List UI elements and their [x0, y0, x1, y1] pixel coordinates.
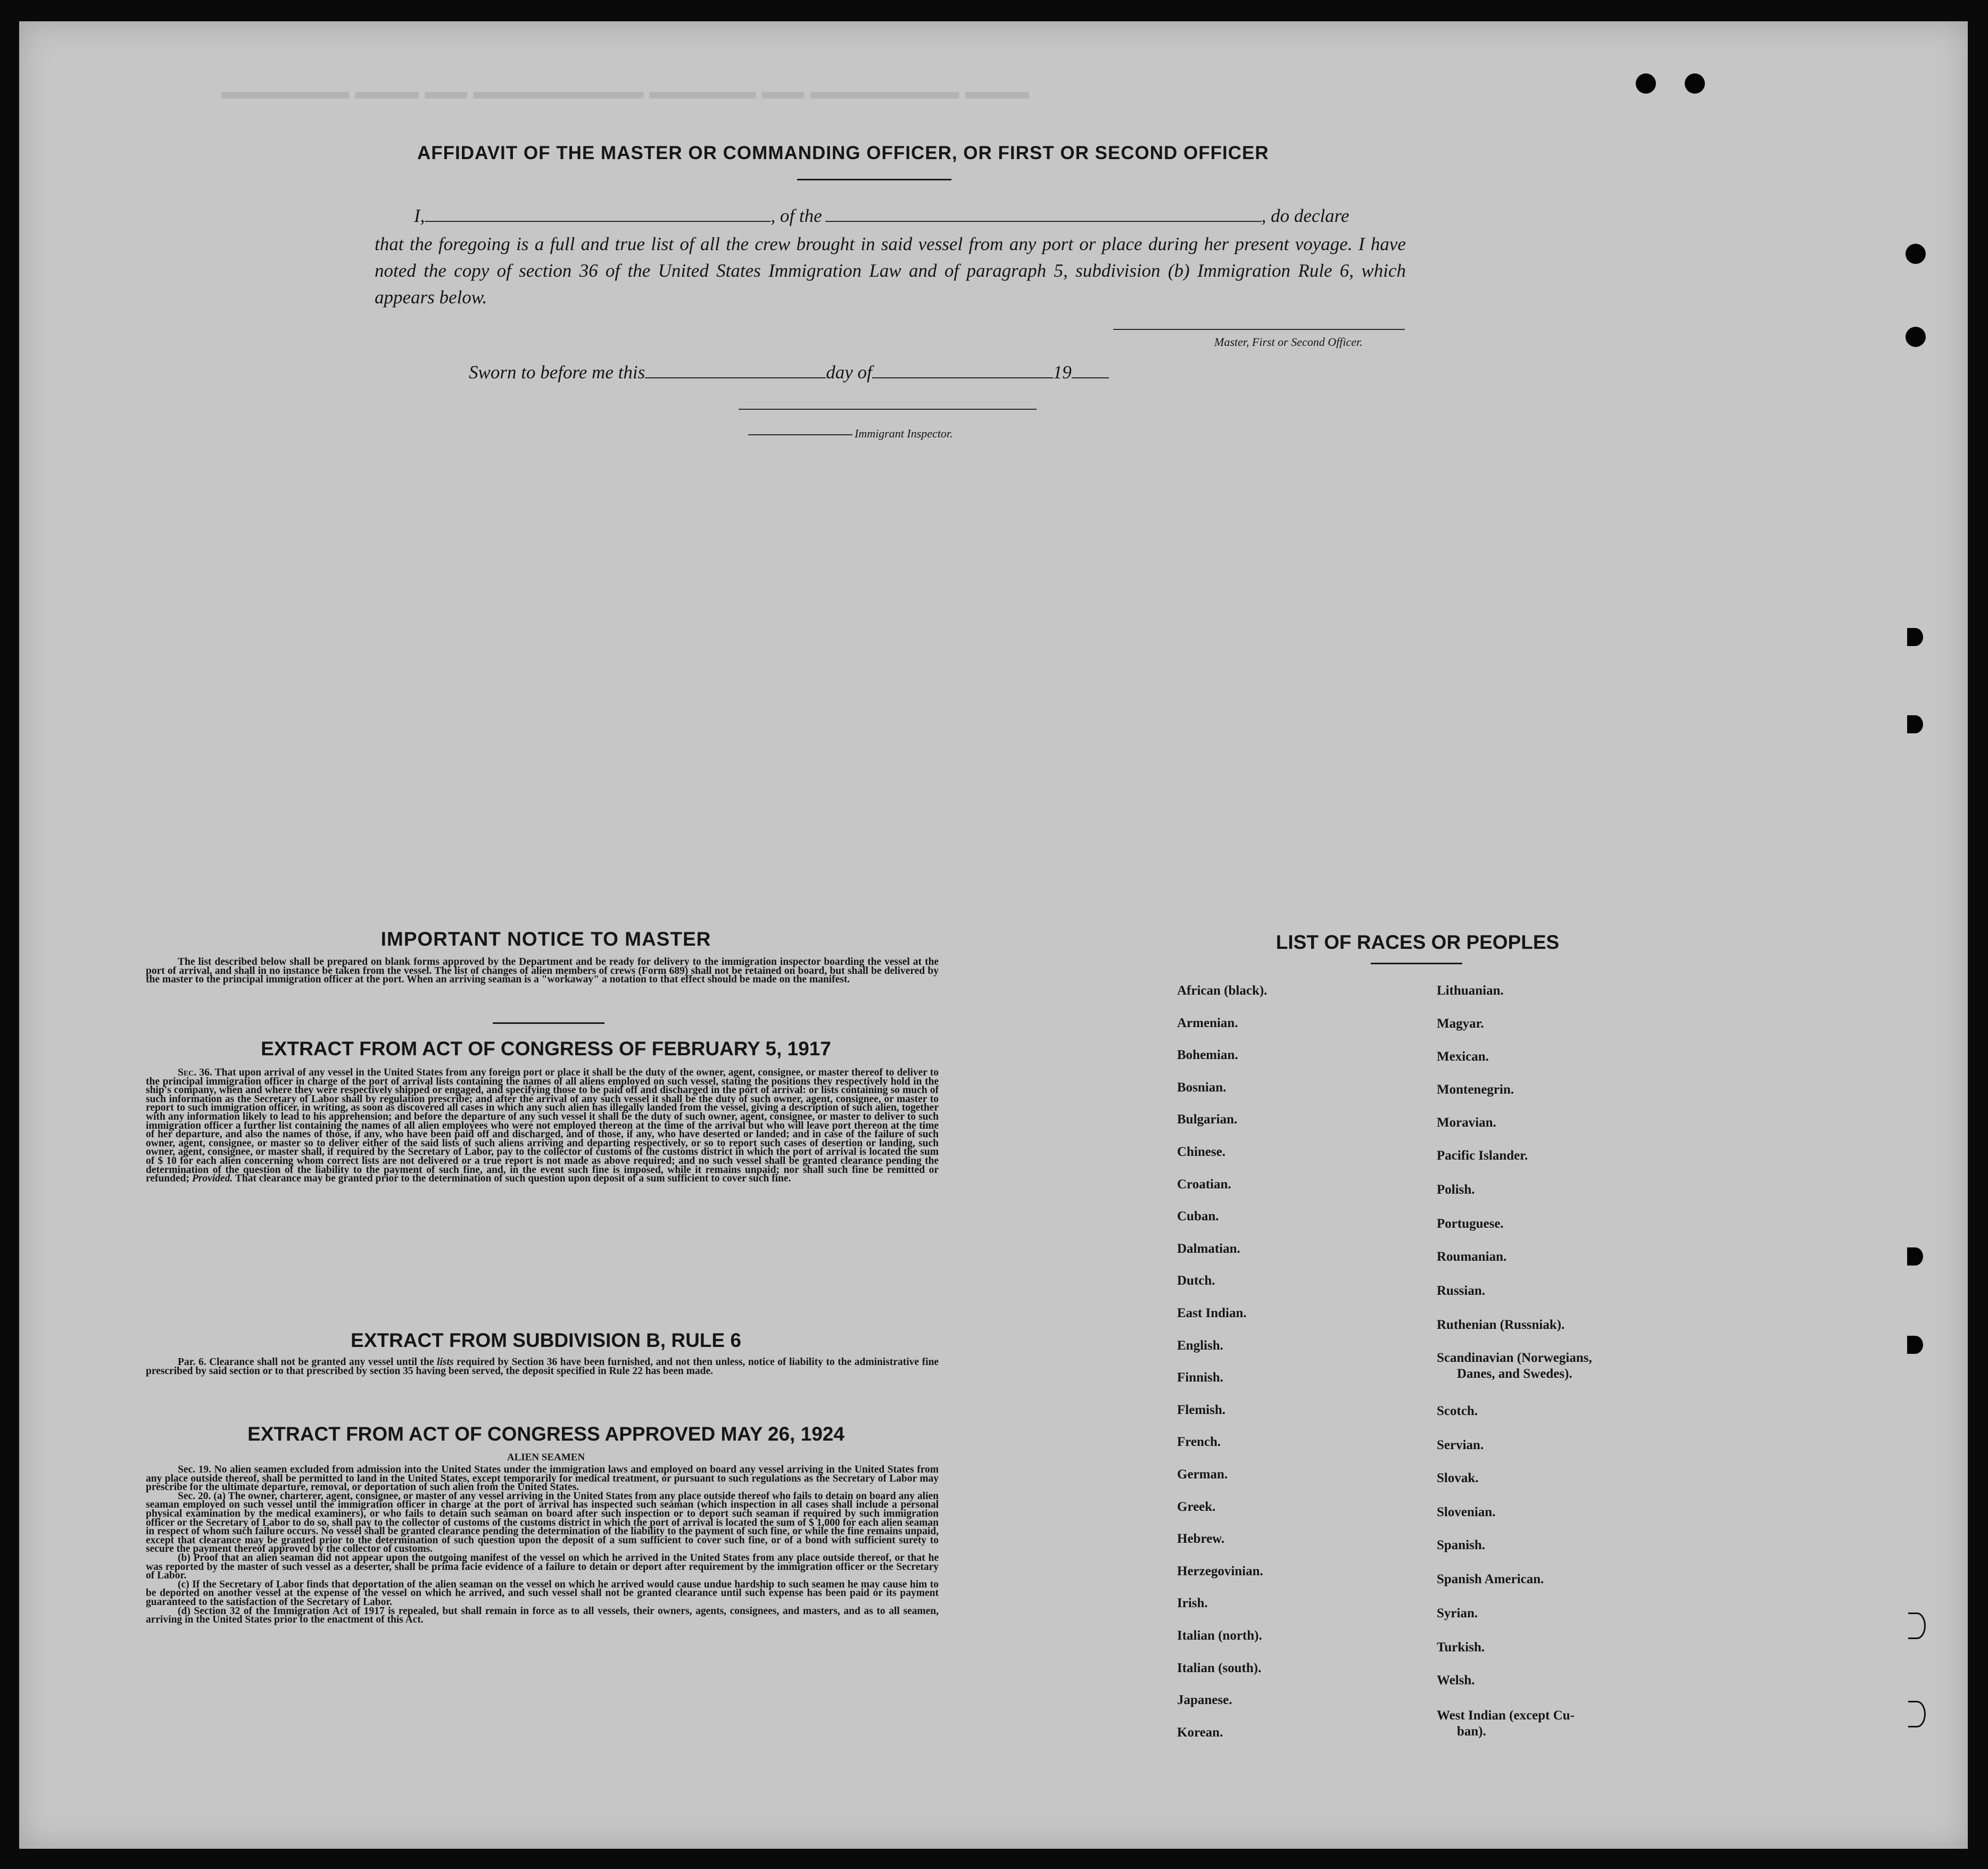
race-item: ban).	[1457, 1724, 1486, 1739]
race-item: Magyar.	[1437, 1016, 1484, 1031]
sec-20c-text: (c) If the Secretary of Labor finds that deportation of the alien seaman on the vessel on which he arrived would cause undue hardship to such seamen he may cause him to be deported on another vessel at the expense of the vessel on which he arrived, and such vessel shall not be granted clearance until such expense has been paid or its payment guaranteed to the satisfaction of the Secretary of Labor.	[146, 1578, 939, 1608]
race-item: Armenian.	[1177, 1015, 1238, 1030]
race-item: Korean.	[1177, 1725, 1223, 1740]
extract-1924-body	[146, 1466, 939, 1625]
race-item: Bosnian.	[1177, 1080, 1227, 1095]
race-item: Greek.	[1177, 1499, 1216, 1514]
inspector-label-row	[748, 427, 953, 441]
race-item: Italian (south).	[1177, 1660, 1262, 1675]
race-item: Portuguese.	[1437, 1217, 1504, 1231]
document-page	[19, 21, 1968, 1849]
race-item: Dalmatian.	[1177, 1241, 1240, 1256]
race-item: Roumanian.	[1437, 1250, 1507, 1264]
punch-hole	[1906, 244, 1926, 264]
race-item: Finnish.	[1177, 1370, 1223, 1385]
race-item: Mexican.	[1437, 1049, 1489, 1064]
race-item: Pacific Islander.	[1437, 1148, 1528, 1163]
punch-hole	[1907, 715, 1923, 733]
race-item: Polish.	[1437, 1182, 1475, 1197]
race-item: Welsh.	[1437, 1673, 1475, 1688]
race-item: African (black).	[1177, 983, 1268, 998]
extract-1917-title: EXTRACT FROM ACT OF CONGRESS OF FEBRUARY 5, 1917	[261, 1038, 831, 1060]
race-item: Servian.	[1437, 1438, 1484, 1452]
punch-hole	[1908, 1612, 1926, 1639]
race-item: Japanese.	[1177, 1693, 1232, 1708]
notice-body: The list described below shall be prepared on blank forms approved by the Department and be ready for delivery to the immigration inspector boarding the vessel at the port of arrival, and shall in no instance be taken from the vessel. The list of changes of alien members of crews (Form 689) shall not be retained on board, but shall be delivered by the master to the principal immigration officer at the port. When an arriving seaman is a "workaway" a notation to that effect should be made on the manifest.	[146, 956, 939, 986]
race-item: Flemish.	[1177, 1402, 1225, 1417]
race-item: Lithuanian.	[1437, 983, 1504, 998]
race-item: Bohemian.	[1177, 1048, 1238, 1063]
sec-20d-text: (d) Section 32 of the Immigration Act of 1917 is repealed, but shall remain in force as to all vessels, their owners, agents, consignees, and masters, and as to all seamen, arriving in the United States prior to the enactment of this Act.	[146, 1605, 939, 1626]
notice-title: IMPORTANT NOTICE TO MASTER	[380, 928, 711, 950]
race-item: Herzegovinian.	[1177, 1564, 1263, 1578]
race-item: Cuban.	[1177, 1209, 1219, 1224]
punch-hole	[1907, 1247, 1923, 1266]
race-item: Danes, and Swedes).	[1457, 1367, 1572, 1381]
affidavit-body: that the foregoing is a full and true list of all the crew brought in said vessel from any port or place during her present voyage. I have noted the copy of section 36 of the United States Immigration Law and of paragraph 5, subdivision (b) Immigration Rule 6, which appears below.	[375, 234, 1406, 308]
race-item: Russian.	[1437, 1284, 1486, 1298]
sworn-year-prefix: 19	[1053, 362, 1072, 383]
race-item: West Indian (except Cu-	[1437, 1708, 1575, 1723]
declarant-name-field[interactable]	[425, 208, 771, 222]
of-the-text: , of the	[771, 205, 822, 226]
declare-text: , do declare	[1261, 205, 1349, 226]
punch-hole	[1906, 327, 1926, 347]
race-item: Slovak.	[1437, 1471, 1479, 1485]
extract-1924-title: EXTRACT FROM ACT OF CONGRESS APPROVED MAY 26, 1924	[247, 1423, 844, 1445]
sec-20b-text: (b) Proof that an alien seaman did not appear upon the outgoing manifest of the vessel on which he arrived in the United States from any place outside thereof, or that he was reported by the master of such vessel as a deserter, shall be prima facie evidence of a failure to detain or deport after requirement by the immigration officer or the Secretary of Labor.	[146, 1552, 939, 1582]
race-item: Moravian.	[1437, 1115, 1496, 1130]
sworn-day-of: day of	[826, 362, 872, 383]
race-item: Hebrew.	[1177, 1532, 1225, 1547]
section-divider	[493, 1022, 604, 1024]
race-item: Irish.	[1177, 1596, 1208, 1611]
extract-1917-body	[146, 1069, 939, 1184]
race-item: Ruthenian (Russniak).	[1437, 1318, 1565, 1332]
race-item: Dutch.	[1177, 1273, 1215, 1288]
punch-hole	[1636, 73, 1656, 94]
race-item: Slovenian.	[1437, 1505, 1496, 1519]
race-item: English.	[1177, 1338, 1223, 1353]
race-item: French.	[1177, 1435, 1221, 1450]
sworn-prefix: Sworn to before me this	[469, 362, 645, 383]
par6-text-a: Par. 6. Clearance shall not be granted any vessel until the	[178, 1357, 434, 1368]
race-item: East Indian.	[1177, 1306, 1247, 1320]
extract-rule6-body	[146, 1358, 939, 1376]
races-title-underline	[1371, 963, 1462, 964]
sec-20a-text: Sec. 20. (a) The owner, charterer, agent, consignee, or master of any vessel arriving in the United States from any place outside thereof who fails to detain on board any alien seaman employed on such vessel until the immigration officer in charge at the port of arrival has inspected such seaman (which inspection in all cases shall include a personal physical examination by the medical examiners), or who fails to detain such seaman on board after such inspection or to deport such seaman if required by such immigration officer or the Secretary of Labor to do so, shall pay to the collector of customs of the customs district in which the port of arrival is located the sum of $ 1,000 for each alien seaman in respect of whom such failure occurs. No vessel shall be granted clearance pending the determination of the liability to the payment of such fine, or while the fine remains unpaid, except that clearance may be granted prior to the determination of such question upon the deposit of a sum sufficient to cover such fine, or of a bond with sufficient surety to secure the payment thereof approved by the collector of customs.	[146, 1490, 939, 1555]
extract-rule6-title: EXTRACT FROM SUBDIVISION B, RULE 6	[351, 1329, 741, 1351]
sworn-statement	[469, 362, 1109, 383]
race-item: German.	[1177, 1467, 1228, 1482]
inspector-signature-field[interactable]	[739, 409, 1037, 410]
inspector-label: Immigrant Inspector.	[855, 427, 953, 440]
affidavit-declaration-line	[414, 205, 1404, 227]
race-item: Spanish American.	[1437, 1572, 1544, 1586]
race-item: Scotch.	[1437, 1404, 1478, 1418]
race-item: Scandinavian (Norwegians,	[1437, 1351, 1592, 1365]
signature-label: Master, First or Second Officer.	[1214, 335, 1363, 349]
punch-hole	[1907, 1336, 1923, 1354]
race-item: Spanish.	[1437, 1538, 1486, 1552]
sec-36-text-end: That clearance may be granted prior to the determination of such question upon deposit of a sum sufficient to cover such fine.	[235, 1173, 791, 1185]
race-item: Chinese.	[1177, 1145, 1225, 1159]
extract-1924-subtitle: ALIEN SEAMEN	[507, 1452, 585, 1463]
races-title: LIST OF RACES OR PEOPLES	[1275, 931, 1560, 953]
punch-hole	[1685, 73, 1705, 94]
provided-word: Provided.	[192, 1173, 233, 1185]
par6-text-b: required by Section 36 have been furnished, and not then unless, notice of liability to the administrative fine prescribed by said section or to that prescribed by section 35 having been served, the deposit specified in Rule 22 has been made.	[146, 1357, 939, 1377]
bleed-through-text: ▬▬▬ ▬▬▬▬▬▬▬ ▬▬ ▬▬▬▬▬ ▬▬▬▬▬▬▬▬ ▬▬ ▬▬▬ ▬▬▬▬▬▬	[221, 80, 1029, 103]
affidavit-title: AFFIDAVIT OF THE MASTER OR COMMANDING OFFICER, OR FIRST OR SECOND OFFICER	[417, 143, 1269, 163]
race-item: Italian (north).	[1177, 1628, 1262, 1643]
sworn-month-field[interactable]	[872, 365, 1053, 378]
sworn-year-field[interactable]	[1072, 365, 1109, 378]
lists-word: lists	[437, 1357, 454, 1368]
vessel-name-field[interactable]	[825, 208, 1262, 222]
race-item: Turkish.	[1437, 1640, 1485, 1655]
sworn-day-field[interactable]	[645, 365, 826, 378]
punch-hole	[1908, 1701, 1926, 1727]
sec-36-text: That upon arrival of any vessel in the United States from any foreign port or place it shall be the duty of the owner, agent, consignee, or master thereof to deliver to the principal immigration officer in charge of the port of arrival lists containing the names of all aliens employed on such vessel, stating the positions they respectively hold in the ship's company, when and where they were respectively shipped or engaged, and specifying those to be paid off and discharged in the port of arrival: or lists containing so much of such information as the Secretary of Labor shall by regulation prescribe; and after the arrival of any such vessel it shall be the duty of such owner, agent, consignee, or master to report to such immigration officer, in writing, as soon as discovered all cases in which any such alien has illegally landed from the vessel, giving a description of such alien, together with any information likely to lead to his apprehension; and before the departure of any such vessel it shall be the duty of such owner, agent, consignee, or master to deliver to such immigration officer a further list containing the names of all alien employees who were not employed thereon at the time of the arrival but who will leave port thereon at the time of her departure, and also the names of those, if any, who have been paid off and discharged, and of those, if any, who have deserted or landed; and in case of the failure of such owner, agent, consignee, or master so to deliver either of the said lists of such aliens arriving and departing respectively, or so to report such cases of desertion or landing, such owner, agent, consignee, or master shall, if required by the Secretary of Labor, pay to the collector of customs of the customs district in which the port of arrival is located the sum of $ 10 for each alien concerning whom correct lists are not delivered or a true report is not made as above required; and no such vessel shall be granted clearance pending the determination of the question of the liability to the payment of such fine, and, in the event such fine is imposed, while it remains unpaid; nor shall such fine be remitted or refunded;	[146, 1067, 939, 1185]
race-item: Montenegrin.	[1437, 1082, 1514, 1097]
signature-field[interactable]	[1113, 329, 1405, 330]
declarant-prefix: I,	[414, 205, 425, 226]
title-underline	[797, 179, 951, 180]
race-item: Bulgarian.	[1177, 1112, 1238, 1127]
sec-36-label: Sec. 36.	[178, 1067, 212, 1078]
sec-19-text: Sec. 19. No alien seamen excluded from admission into the United States under the immigration laws and employed on board any vessel arriving in the United States from any place outside thereof, shall be permitted to land in the United States, except temporarily for medical treatment, or pursuant to such regulations as the Secretary of Labor may prescribe for the ultimate departure, removal, or deportation of such alien from the United States.	[146, 1464, 939, 1493]
race-item: Croatian.	[1177, 1177, 1231, 1192]
race-item: Syrian.	[1437, 1606, 1478, 1620]
punch-hole	[1907, 628, 1923, 646]
